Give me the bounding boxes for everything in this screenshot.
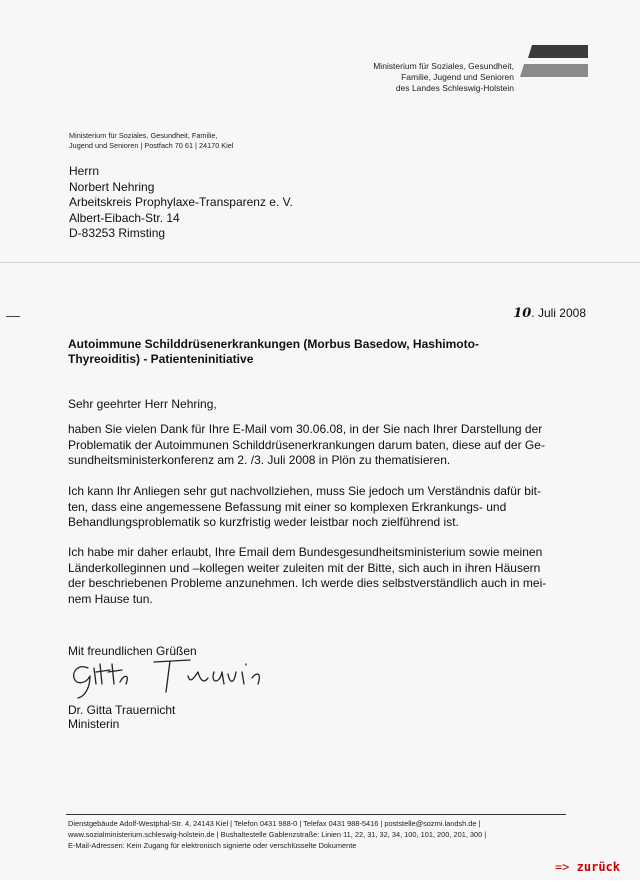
footer-divider	[66, 814, 566, 815]
body-paragraph	[68, 484, 578, 531]
back-link[interactable]	[555, 860, 620, 874]
paragraph-line: Ich kann Ihr Anliegen sehr gut nachvollziehen, muss Sie jedoch um Verständnis dafür bit-	[68, 484, 541, 498]
paragraph-line: nem Hause tun.	[68, 591, 153, 606]
footer-line: Dienstgebäude Adolf-Westphal-Str. 4, 24143 Kiel | Telefon 0431 988-0 | Telefax 0431 988-5416 | poststelle@sozmi.landsh.de |	[68, 819, 481, 828]
back-arrow: =>	[554, 860, 570, 874]
closing: Mit freundlichen Grüßen	[68, 644, 197, 658]
sender-line: Jugend und Senioren | Postfach 70 61 | 24170 Kiel	[69, 141, 234, 150]
back-label: zurück	[576, 860, 620, 874]
date-rest: . Juli 2008	[531, 306, 586, 320]
paragraph-line: sundheitsministerkonferenz am 2. /3. Juli 2008 in Plön zu thematisieren.	[68, 453, 451, 467]
footer-line: E-Mail-Adressen: Kein Zugang für elektronisch signierte oder verschlüsselte Dokumente	[68, 841, 357, 850]
ministry-header-line: Ministerium für Soziales, Gesundheit,	[373, 61, 514, 71]
recipient-line: Arbeitskreis Prophylaxe-Transparenz e. V.	[69, 195, 293, 209]
signer-title: Ministerin	[68, 717, 120, 731]
ministry-header-line: Familie, Jugend und Senioren	[401, 72, 514, 82]
signer-block	[68, 703, 175, 731]
signer-name: Dr. Gitta Trauernicht	[68, 703, 176, 717]
paragraph-line: Behandlungsproblematik so kurzfristig weder leistbar noch zielführend ist.	[68, 515, 459, 529]
ministry-header	[318, 61, 514, 94]
date-day: 10	[513, 306, 532, 321]
paragraph-line: Problematik der Autoimmunen Schilddrüsenerkrankungen darum baten, diese auf der Ge-	[68, 437, 545, 452]
fold-mark	[6, 316, 20, 317]
recipient-line: Albert-Eibach-Str. 14	[69, 210, 180, 225]
footer-line: www.sozialministerium.schleswig-holstein.de | Bushaltestelle Gablenzstraße: Linien 11, 22, 31, 32, 34, 100, 101, 200, 201, 300 |	[68, 830, 487, 839]
footer	[68, 818, 573, 851]
paragraph-line: Länderkolleginnen und –kollegen weiter zuleiten mit der Bitte, sich auch in ihren Häusern	[68, 560, 541, 575]
paragraph-line: Ich habe mir daher erlaubt, Ihre Email dem Bundesgesundheitsministerium sowie meinen	[68, 545, 543, 559]
sender-line: Ministerium für Soziales, Gesundheit, Familie,	[69, 131, 218, 140]
recipient-line: D-83253 Rimsting	[69, 226, 166, 240]
recipient-address	[69, 164, 293, 242]
subject-line: Autoimmune Schilddrüsenerkrankungen (Morbus Basedow, Hashimoto-Thyreoiditis) - Patienteninitiative	[68, 337, 479, 366]
letter-date	[513, 306, 586, 321]
paragraph-line: der beschriebenen Probleme anzunehmen. Ich werde dies selbstverständlich auch in mei-	[68, 576, 547, 590]
paragraph-line: ten, dass eine angemessene Befassung mit einer so komplexen Erkrankungs- und	[68, 499, 507, 514]
fold-line	[0, 262, 640, 263]
paragraph-line: haben Sie vielen Dank für Ihre E-Mail vom 30.06.08, in der Sie nach Ihrer Darstellung der	[68, 422, 543, 436]
recipient-line: Norbert Nehring	[69, 179, 155, 194]
recipient-line: Herrn	[69, 164, 100, 178]
body-paragraph	[68, 545, 578, 607]
salutation: Sehr geehrter Herr Nehring,	[68, 397, 217, 411]
ministry-header-line: des Landes Schleswig-Holstein	[395, 83, 514, 93]
sender-address	[69, 131, 329, 151]
ministry-logo	[520, 40, 590, 84]
body-paragraph	[68, 422, 578, 469]
handwritten-signature	[66, 654, 286, 702]
